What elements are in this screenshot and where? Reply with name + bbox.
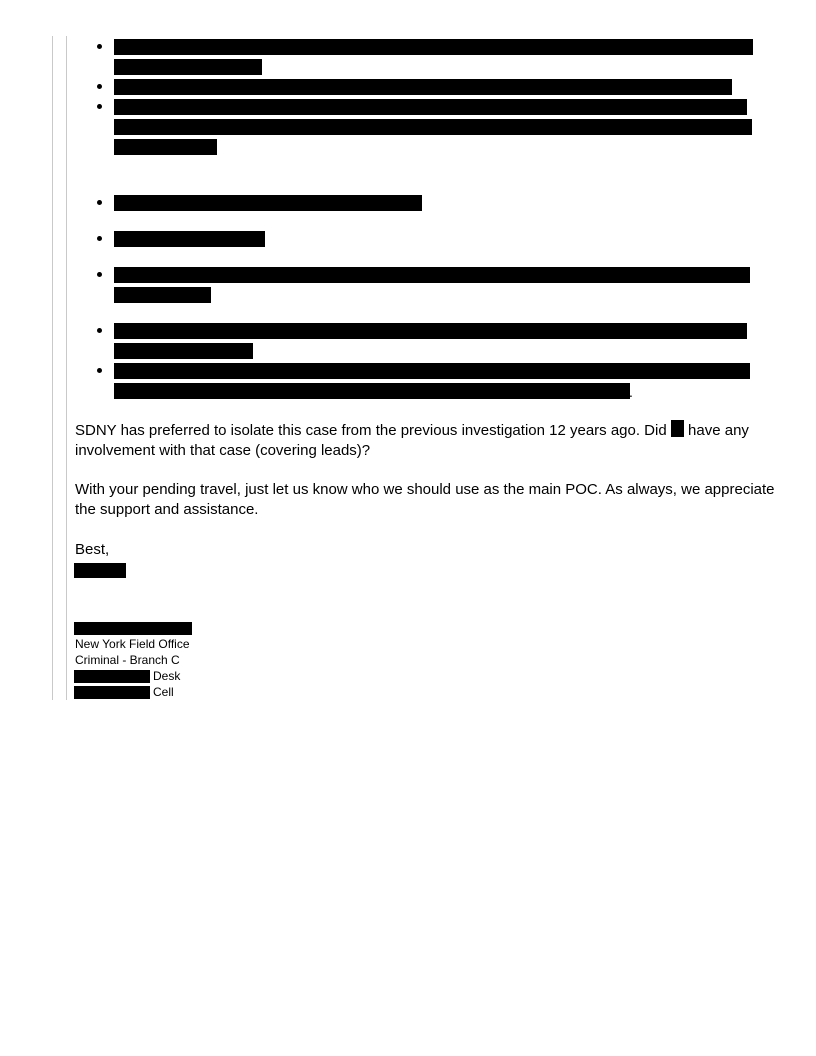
redaction-block	[114, 287, 211, 303]
redaction-block	[114, 195, 422, 211]
bullet-marker	[97, 272, 102, 277]
redaction-block	[114, 99, 747, 115]
redaction-block	[114, 323, 747, 339]
redaction-block	[114, 139, 217, 155]
redaction-block	[114, 363, 750, 379]
redacted-cell-number	[74, 686, 150, 699]
bullet-marker	[97, 236, 102, 241]
paragraph-travel-poc: With your pending travel, just let us know who we should use as the main POC. As always, we appreciate the support and assistance.	[75, 481, 775, 518]
signature-branch: Criminal - Branch C	[75, 653, 180, 667]
closing: Best,	[75, 541, 110, 558]
signature-office: New York Field Office	[75, 637, 190, 651]
list-end-period: .	[629, 384, 633, 400]
paragraph-text-start: SDNY has preferred to isolate this case from the previous investigation 12 years ago. Did	[75, 422, 671, 439]
redaction-block	[114, 79, 732, 95]
bullet-marker	[97, 104, 102, 109]
redacted-signature-name	[74, 622, 192, 635]
signature-cell-label: Cell	[153, 685, 174, 699]
bullet-marker	[97, 328, 102, 333]
signature-desk-label: Desk	[153, 669, 181, 683]
bullet-marker	[97, 84, 102, 89]
redaction-block	[114, 267, 750, 283]
redaction-block	[114, 343, 253, 359]
redaction-block	[114, 59, 262, 75]
bullet-marker	[97, 368, 102, 373]
redacted-desk-number	[74, 670, 150, 683]
inline-redaction	[671, 420, 684, 437]
bullet-marker	[97, 44, 102, 49]
redaction-block	[114, 39, 753, 55]
redaction-block	[114, 231, 265, 247]
redacted-sender-name	[74, 563, 126, 578]
quote-rule-outer	[52, 36, 53, 700]
quote-rule-inner	[66, 36, 67, 700]
paragraph-prior-investigation	[75, 420, 775, 461]
redaction-block	[114, 119, 752, 135]
redaction-block	[114, 383, 630, 399]
bullet-marker	[97, 200, 102, 205]
paragraph-text-end: have any involvement with that case (covering leads)?	[75, 422, 749, 459]
